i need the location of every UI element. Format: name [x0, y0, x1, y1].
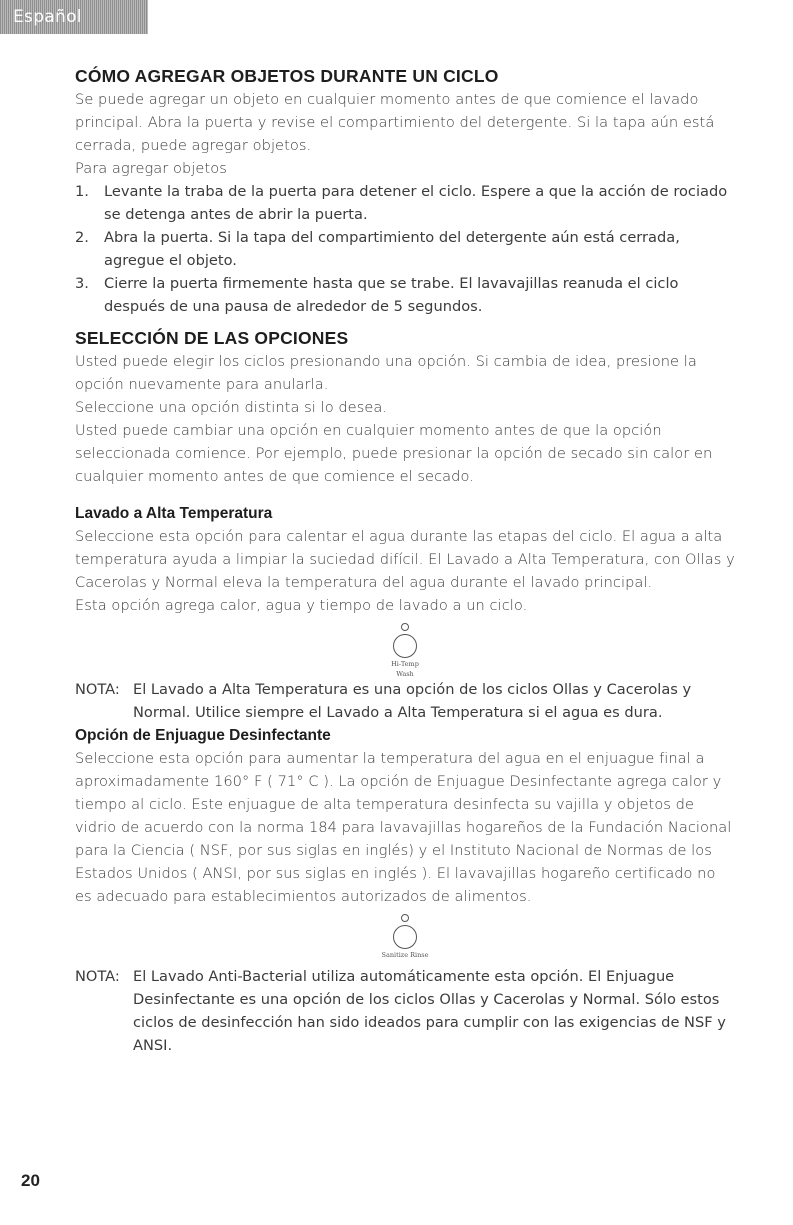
hitemp-paragraph-1: Seleccione esta opción para calentar el agua durante las etapas del ciclo. El agua a alta temperatura ayuda a limpiar la suciedad difícil. El Lavado a Alta Temperatura, con Ollas y Cacerolas y Normal eleva la temperatura del agua durante el lavado principal. [75, 528, 735, 591]
options-paragraph-1: Usted puede elegir los ciclos presionando una opción. Si cambia de idea, presione la opción nuevamente para anularla. [75, 353, 697, 393]
options-paragraph-3: Usted puede cambiar una opción en cualquier momento antes de que la opción seleccionada comience. Por ejemplo, puede presionar la opción de secado sin calor en cualquier momento antes de que comience el secado. [75, 422, 713, 485]
note-label: NOTA: [75, 968, 120, 985]
step-number: 1. [75, 183, 89, 200]
page-number: 20 [21, 1171, 40, 1190]
option-button-icon [393, 925, 417, 949]
hitemp-icon-label-1: Hi-Temp [391, 660, 419, 668]
hitemp-wash-button-icon [75, 623, 735, 678]
indicator-light-icon [401, 914, 409, 922]
language-tab-label: Español [13, 7, 82, 27]
step-text: Abra la puerta. Si la tapa del compartimiento del detergente aún está cerrada, agregue el objeto. [104, 229, 680, 269]
indicator-light-icon [401, 623, 409, 631]
note-label: NOTA: [75, 681, 120, 698]
sanitize-note [0, 965, 735, 1057]
option-button-icon [393, 634, 417, 658]
page-content [75, 64, 735, 1057]
step-item [75, 226, 735, 272]
hitemp-note [0, 678, 735, 724]
step-text: Levante la traba de la puerta para detener el ciclo. Espere a que la acción de rociado se detenga antes de abrir la puerta. [104, 183, 728, 223]
sanitize-title: Opción de Enjuague Desinfectante [75, 727, 331, 744]
language-tab [0, 0, 148, 34]
hitemp-title: Lavado a Alta Temperatura [75, 505, 273, 522]
sanitize-rinse-button-icon [75, 914, 735, 959]
sanitize-icon-label: Sanitize Rinse [381, 951, 429, 959]
step-number: 3. [75, 275, 89, 292]
section-title-options: SELECCIÓN DE LAS OPCIONES [75, 328, 349, 348]
add-items-steps [75, 180, 735, 318]
step-item [75, 180, 735, 226]
step-text: Cierre la puerta firmemente hasta que se trabe. El lavavajillas reanuda el ciclo después de una pausa de alrededor de 5 segundos. [104, 275, 679, 315]
add-items-intro: Se puede agregar un objeto en cualquier momento antes de que comience el lavado principal. Abra la puerta y revise el compartimiento del detergente. Si la tapa aún está cerrada, puede agregar objetos. [75, 91, 715, 154]
hitemp-icon-label-2: Wash [396, 670, 414, 678]
note-text: El Lavado a Alta Temperatura es una opción de los ciclos Ollas y Cacerolas y Normal. Utilice siempre el Lavado a Alta Temperatura si el agua es dura. [133, 681, 692, 721]
note-text: El Lavado Anti-Bacterial utiliza automáticamente esta opción. El Enjuague Desinfectante es una opción de los ciclos Ollas y Cacerolas y Normal. Sólo estos ciclos de desinfección han sido ideados para cumplir con las exigencias de NSF y ANSI. [133, 968, 726, 1054]
add-items-subhead: Para agregar objetos [75, 160, 227, 177]
step-number: 2. [75, 229, 89, 246]
hitemp-paragraph-2: Esta opción agrega calor, agua y tiempo de lavado a un ciclo. [75, 597, 528, 614]
options-paragraph-2: Seleccione una opción distinta si lo desea. [75, 399, 388, 416]
step-item [75, 272, 735, 318]
section-title-add-items: CÓMO AGREGAR OBJETOS DURANTE UN CICLO [75, 66, 499, 86]
sanitize-paragraph-1: Seleccione esta opción para aumentar la temperatura del agua en el enjuague final a aproximadamente 160° F ( 71° C ). La opción de Enjuague Desinfectante agrega calor y tiempo al ciclo. Este enjuague de alta temperatura desinfecta su vajilla y objetos de vidrio de acuerdo con la norma 184 para lavavajillas hogareños de la Fundación Nacional para la Ciencia ( NSF, por sus siglas en inglés) y el Instituto Nacional de Normas de los Estados Unidos ( ANSI, por sus siglas en inglés ). El lavavajillas hogareño certificado no es adecuado para establecimientos autorizados de alimentos. [75, 750, 732, 905]
